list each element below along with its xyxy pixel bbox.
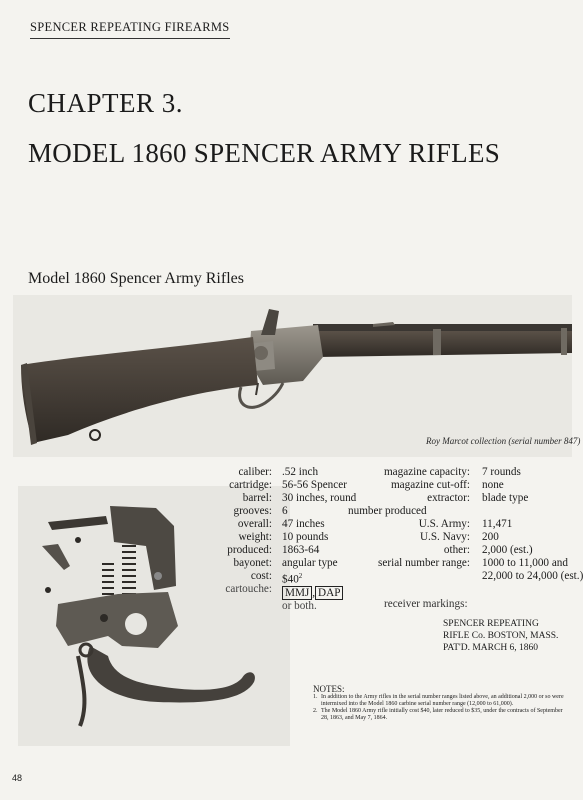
spec-label: overall: [237,518,272,530]
spec-row [185,466,272,479]
cartouche-separator: , [312,586,316,599]
spec-value: none [482,479,504,491]
spec-row [348,505,470,518]
spec-value: 30 inches, round [282,492,357,504]
spec-row [352,544,470,557]
notes [313,686,565,723]
rifle-illustration [13,295,572,457]
spec-label: caliber: [238,466,272,478]
spec-row [185,492,272,505]
receiver-line: RIFLE Co. BOSTON, MASS. [443,631,559,641]
photo-credit: Roy Marcot collection (serial number 847) [426,436,581,446]
spec-value: 2,000 (est.) [482,544,533,556]
spec-row [185,583,272,596]
spec-row [185,479,272,492]
spec-value: 22,000 to 24,000 (est.) [482,570,583,582]
section-caption: Model 1860 Spencer Army Rifles [28,270,244,287]
spec-value-cartouche [282,587,378,600]
notes-label: NOTES: [313,684,345,694]
specs-right-values [482,466,583,583]
spec-row [185,557,272,570]
rifle-photo [13,295,572,457]
spec-value-cost [282,570,378,587]
spec-row [185,570,272,583]
spec-value: 11,471 [482,518,513,530]
spec-value: 10 pounds [282,531,329,543]
spec-value: 6 [282,505,288,517]
note-number: 1. [313,693,318,700]
spec-value [482,505,568,518]
chapter-title: MODEL 1860 SPENCER ARMY RIFLES [28,138,501,168]
spec-value: 1863-64 [282,544,320,556]
spec-label: magazine capacity: [383,466,470,478]
cost-footnote: 2 [298,572,303,580]
spec-value: angular type [282,557,338,569]
note-text: In addition to the Army rifles in the serial number ranges listed above, an additional 2,000 or so were intermixed into the Model 1860 carbine serial number range (12,000 to 61,000). [321,693,564,707]
spec-row [352,466,470,479]
spec-label: magazine cut-off: [390,479,470,491]
receiver-markings [443,618,558,654]
spec-value: 1000 to 11,000 and [482,557,568,569]
spec-row [185,531,272,544]
spec-label: cartridge: [229,479,272,491]
spec-row [185,518,272,531]
note-item [313,708,565,722]
specs-right-labels [348,466,470,570]
spec-label: U.S. Army: [418,518,470,530]
cartouche-mmj: MMJ [282,586,312,600]
spec-row [185,544,272,557]
spec-label: number produced [348,505,427,517]
spec-row [352,531,470,544]
spec-row [352,479,470,492]
spec-value-cartouche-note: or both. [282,599,317,612]
spec-value: 56-56 Spencer [282,479,347,491]
page-number: 48 [12,773,23,783]
note-number: 2. [313,708,318,715]
spec-value: 7 rounds [482,466,521,478]
spec-row [352,518,470,531]
spec-label: grooves: [233,505,272,517]
spec-row [185,505,272,518]
note-text: The Model 1860 Army rifle initially cost $40, later reduced to $35, under the contracts of September 28, 1863, and May 7, 1864. [321,708,563,722]
receiver-markings-label: receiver markings: [384,598,468,610]
chapter-number: CHAPTER 3. [28,88,184,118]
spec-value: .52 inch [282,466,319,478]
spec-label: produced: [227,544,272,556]
spec-label: weight: [238,531,272,543]
cost-value: $40 [282,573,299,586]
spec-label: U.S. Navy: [419,531,470,543]
spec-value: blade type [482,492,529,504]
spec-label: extractor: [427,492,470,504]
spec-label: serial number range: [378,557,470,569]
spec-label: cost: [250,570,272,582]
spec-label: other: [443,544,470,556]
spec-label: cartouche: [225,583,272,595]
spec-label: bayonet: [233,557,272,569]
running-head: SPENCER REPEATING FIREARMS [30,20,230,39]
receiver-line: SPENCER REPEATING [443,619,539,629]
spec-row [352,557,470,570]
spec-label: barrel: [242,492,272,504]
spec-value: 47 inches [282,518,325,530]
receiver-line: PAT'D. MARCH 6, 1860 [443,643,539,653]
cartouche-dap: DAP [315,586,343,600]
specs-left-labels [185,466,272,596]
spec-row [352,492,470,505]
note-item [313,694,565,708]
spec-value: 200 [482,531,499,543]
